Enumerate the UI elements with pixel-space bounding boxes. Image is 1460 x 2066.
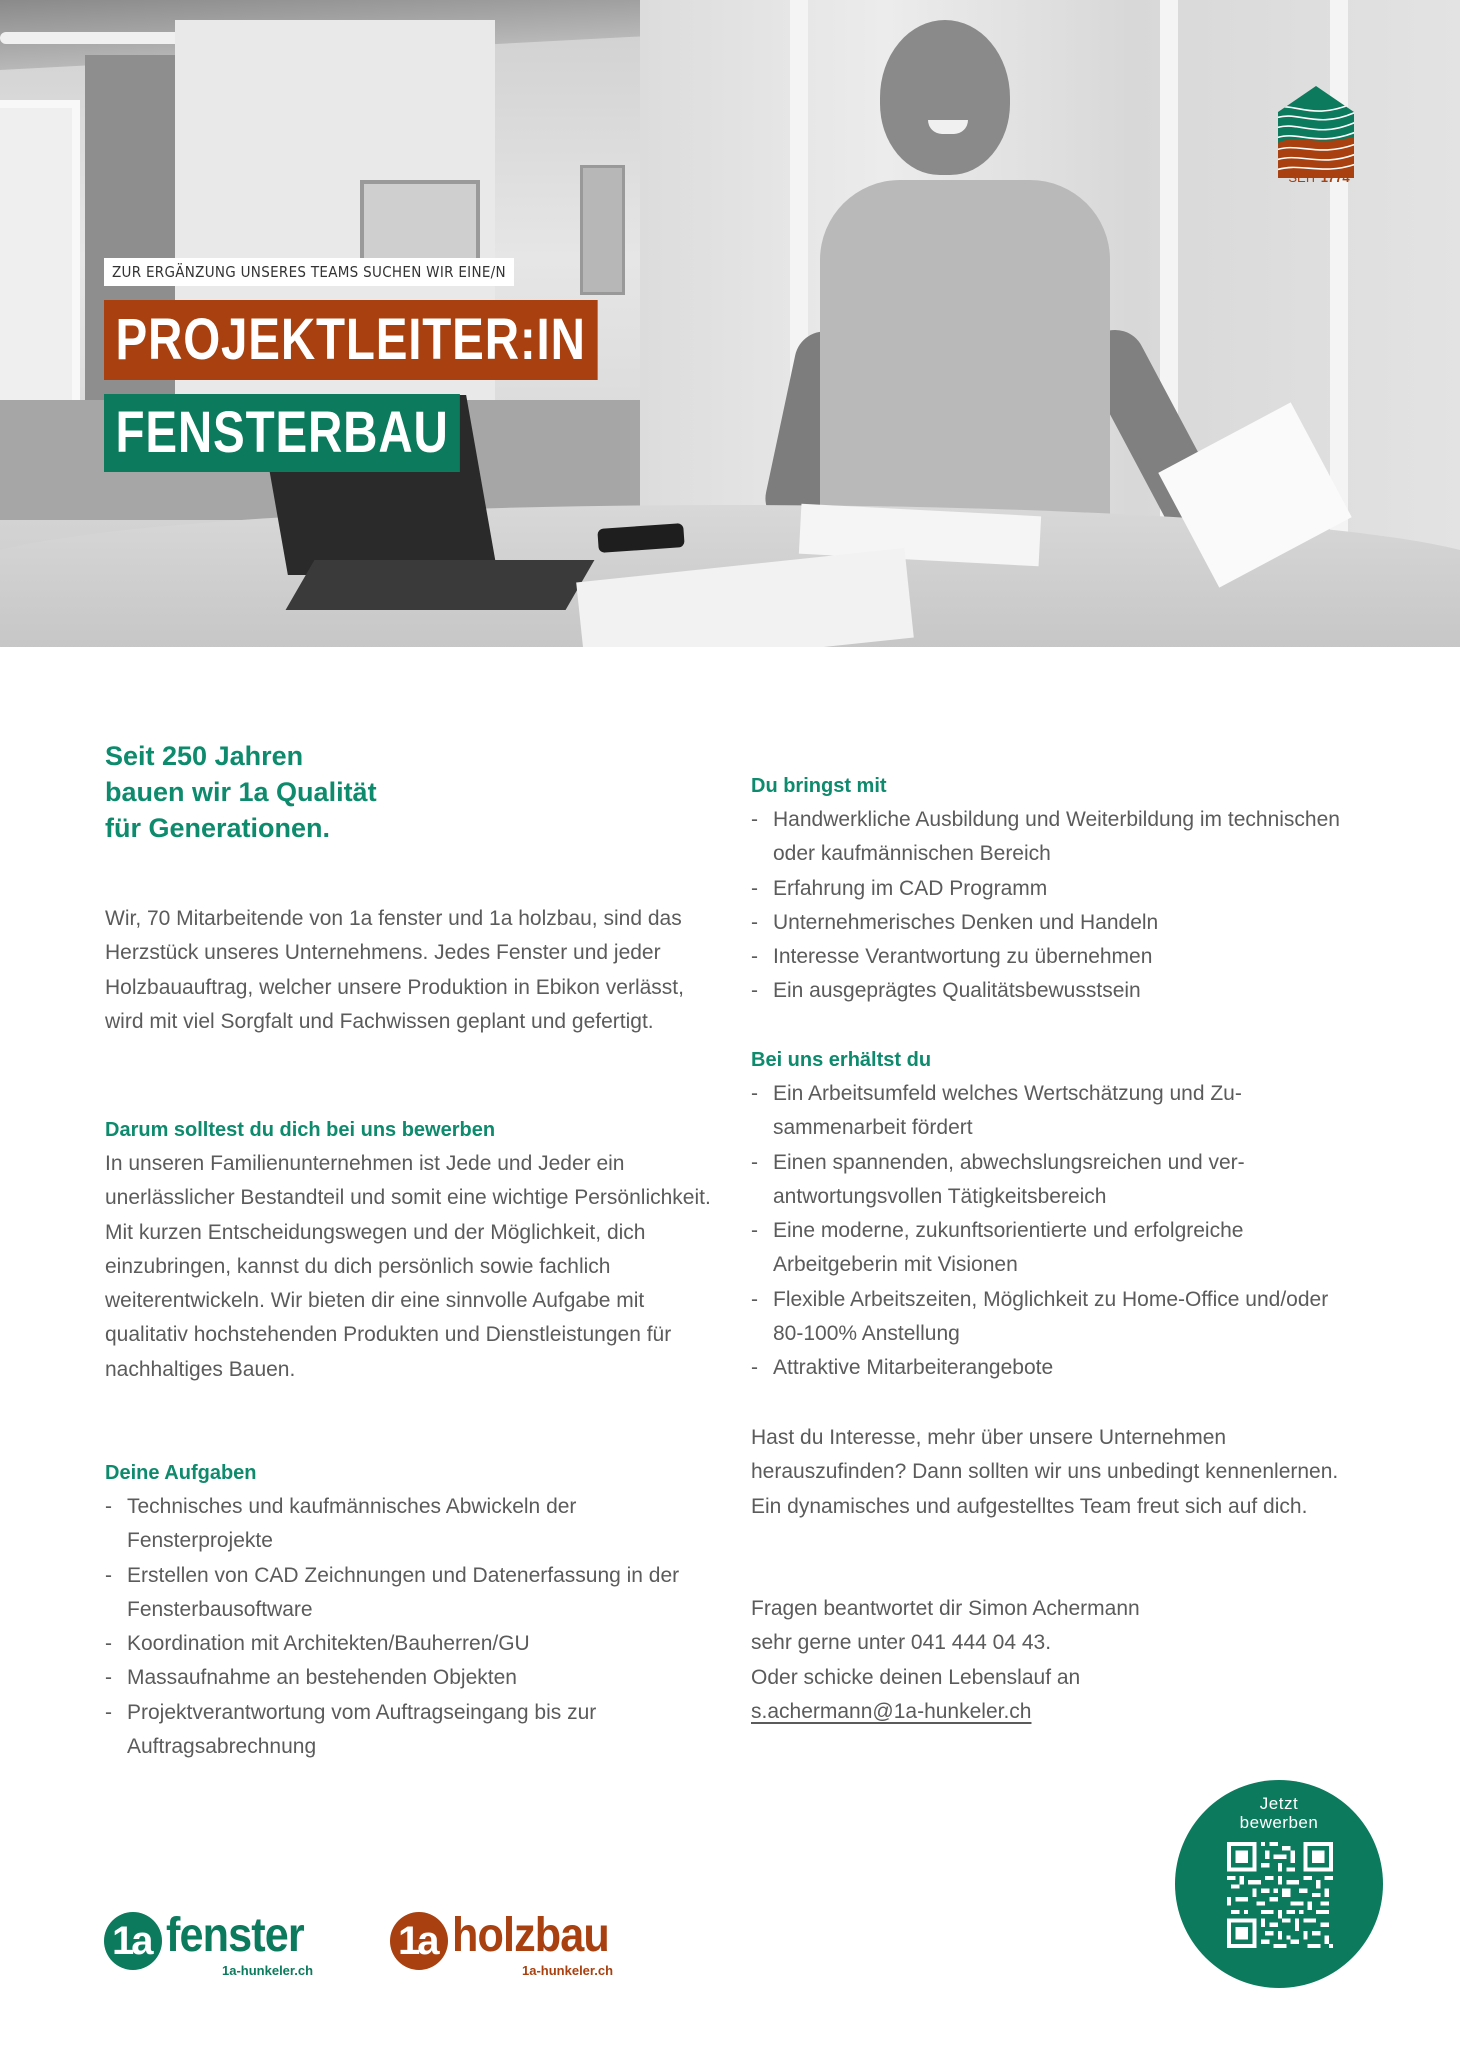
list-item: - Interesse Verantwortung zu übernehmen xyxy=(751,940,1351,974)
lead-line: für Generationen. xyxy=(105,813,331,843)
photo-person-head xyxy=(880,20,1010,175)
list-item: - Attraktive Mitarbeiterangebote xyxy=(751,1351,1351,1385)
brand-mark: 1a xyxy=(112,1919,151,1963)
brand-name: holzbau xyxy=(452,1909,609,1962)
list-item: - Erfahrung im CAD Programm xyxy=(751,872,1351,906)
lead-line: bauen wir 1a Qualität xyxy=(105,777,377,807)
lead-heading xyxy=(105,738,705,846)
list-item: - Koordination mit Architekten/Bauherren/GU xyxy=(105,1627,725,1661)
list-item: - Technisches und kaufmännisches Abwickeln der Fensterprojekte xyxy=(105,1490,725,1559)
list-item: - Einen spannenden, abwechslungsreichen und verantwortungsvollen Tätigkeitsbereich xyxy=(751,1146,1351,1215)
tasks-heading: Deine Aufgaben xyxy=(105,1462,257,1484)
brand-mark: 1a xyxy=(398,1919,437,1963)
list-item: - Ein Arbeitsumfeld welches Wertschätzung und Zusammenarbeit fördert xyxy=(751,1077,1351,1146)
job-title-line-2: FENSTERBAU xyxy=(104,394,460,472)
photo-window xyxy=(0,100,80,440)
tasks-list xyxy=(105,1490,725,1764)
apply-now-label-line: bewerben xyxy=(1239,1813,1319,1832)
tasks-section xyxy=(105,1456,725,1764)
photo-pinboard xyxy=(360,180,480,270)
intro-paragraph: Wir, 70 Mitarbeitende von 1a fenster und 1a holzbau, sind das Herzstück unseres Unternehmens. Jedes Fenster und jeder Holzbauauftrag, welcher unsere Produktion in Ebikon verlässt, wird mit viel Sorgfalt und Fachwissen geplant und gefertigt. xyxy=(105,907,684,1033)
apply-now-qr-badge[interactable] xyxy=(1175,1780,1383,1988)
contact-line: Oder schicke deinen Lebenslauf an xyxy=(751,1665,1081,1689)
brand-url: 1a-hunkeler.ch xyxy=(522,1963,614,1978)
brand-url: 1a-hunkeler.ch xyxy=(222,1963,314,1978)
brand-name: fenster xyxy=(166,1909,304,1962)
benefits-heading: Bei uns erhältst du xyxy=(751,1049,932,1071)
list-item: - Projektverantwortung vom Auftragseingang bis zur Auftragsabrechnung xyxy=(105,1696,725,1765)
logo-1a-holzbau xyxy=(390,1909,650,1978)
closing-paragraph: Hast du Interesse, mehr über unsere Unternehmen herauszufinden? Dann sollten wir uns unbedingt kennenlernen. Ein dynamisches und aufgestelltes Team freut sich auf dich. xyxy=(751,1426,1339,1518)
photo-laptop-keyboard xyxy=(286,560,595,610)
lead-line: Seit 250 Jahren xyxy=(105,741,304,771)
email-link[interactable]: s.achermann@1a-hunkeler.ch xyxy=(751,1699,1032,1723)
benefits-section xyxy=(751,1043,1351,1386)
list-item: - Ein ausgeprägtes Qualitätsbewusstsein xyxy=(751,974,1351,1008)
list-item: - Unternehmerisches Denken und Handeln xyxy=(751,906,1351,940)
requirements-heading: Du bringst mit xyxy=(751,775,887,797)
qr-code-icon[interactable] xyxy=(1227,1842,1333,1948)
job-title-line-1: PROJEKTLEITER:IN xyxy=(104,300,597,380)
list-item: - Massaufnahme an bestehenden Objekten xyxy=(105,1661,725,1695)
logo-1a-fenster xyxy=(104,1909,344,1978)
hero-kicker: ZUR ERGÄNZUNG UNSERES TEAMS SUCHEN WIR EINE/N xyxy=(104,258,514,286)
list-item: - Erstellen von CAD Zeichnungen und Datenerfassung in der Fensterbausoftware xyxy=(105,1559,725,1628)
why-paragraph: In unseren Familienunternehmen ist Jede und Jeder ein unerlässlicher Bestandteil und somit eine wichtige Persönlichkeit. Mit kurzen Entscheidungswegen und der Möglichkeit, dich einzubringen, kannst du dich persönlich sowie fachlich weiterentwickeln. Wir bieten dir eine sinnvolle Aufgabe mit qualitativ hochstehenden Produkten und Dienstleistungen für nachhaltiges Bauen. xyxy=(105,1152,711,1381)
why-section xyxy=(105,1113,725,1387)
list-item: - Handwerkliche Ausbildung und Weiterbildung im technischen oder kaufmännischen Bereich xyxy=(751,803,1351,872)
requirements-section xyxy=(751,769,1351,1009)
benefits-list xyxy=(751,1077,1351,1386)
1a-mark-icon xyxy=(390,1912,448,1970)
contact-phone-line: sehr gerne unter 041 444 04 43. xyxy=(751,1631,1052,1655)
contact-line: Fragen beantwortet dir Simon Achermann xyxy=(751,1597,1140,1620)
apply-now-label xyxy=(1175,1794,1383,1832)
photo-picture xyxy=(580,165,625,295)
requirements-list xyxy=(751,803,1351,1009)
1a-mark-icon xyxy=(104,1912,162,1970)
seit-1774-label xyxy=(1274,170,1364,185)
seit-label: SEIT xyxy=(1288,170,1318,185)
founding-year: 1774 xyxy=(1320,170,1350,185)
contact-block xyxy=(751,1592,1351,1729)
photo-person-shirt xyxy=(820,180,1110,540)
apply-now-label-line: Jetzt xyxy=(1259,1794,1299,1813)
list-item: - Eine moderne, zukunftsorientierte und erfolgreiche Arbeitgeberin mit Visionen xyxy=(751,1214,1351,1283)
why-heading: Darum solltest du dich bei uns bewerben xyxy=(105,1119,496,1141)
list-item: - Flexible Arbeitszeiten, Möglichkeit zu Home-Office und/oder 80-100% Anstellung xyxy=(751,1283,1351,1352)
